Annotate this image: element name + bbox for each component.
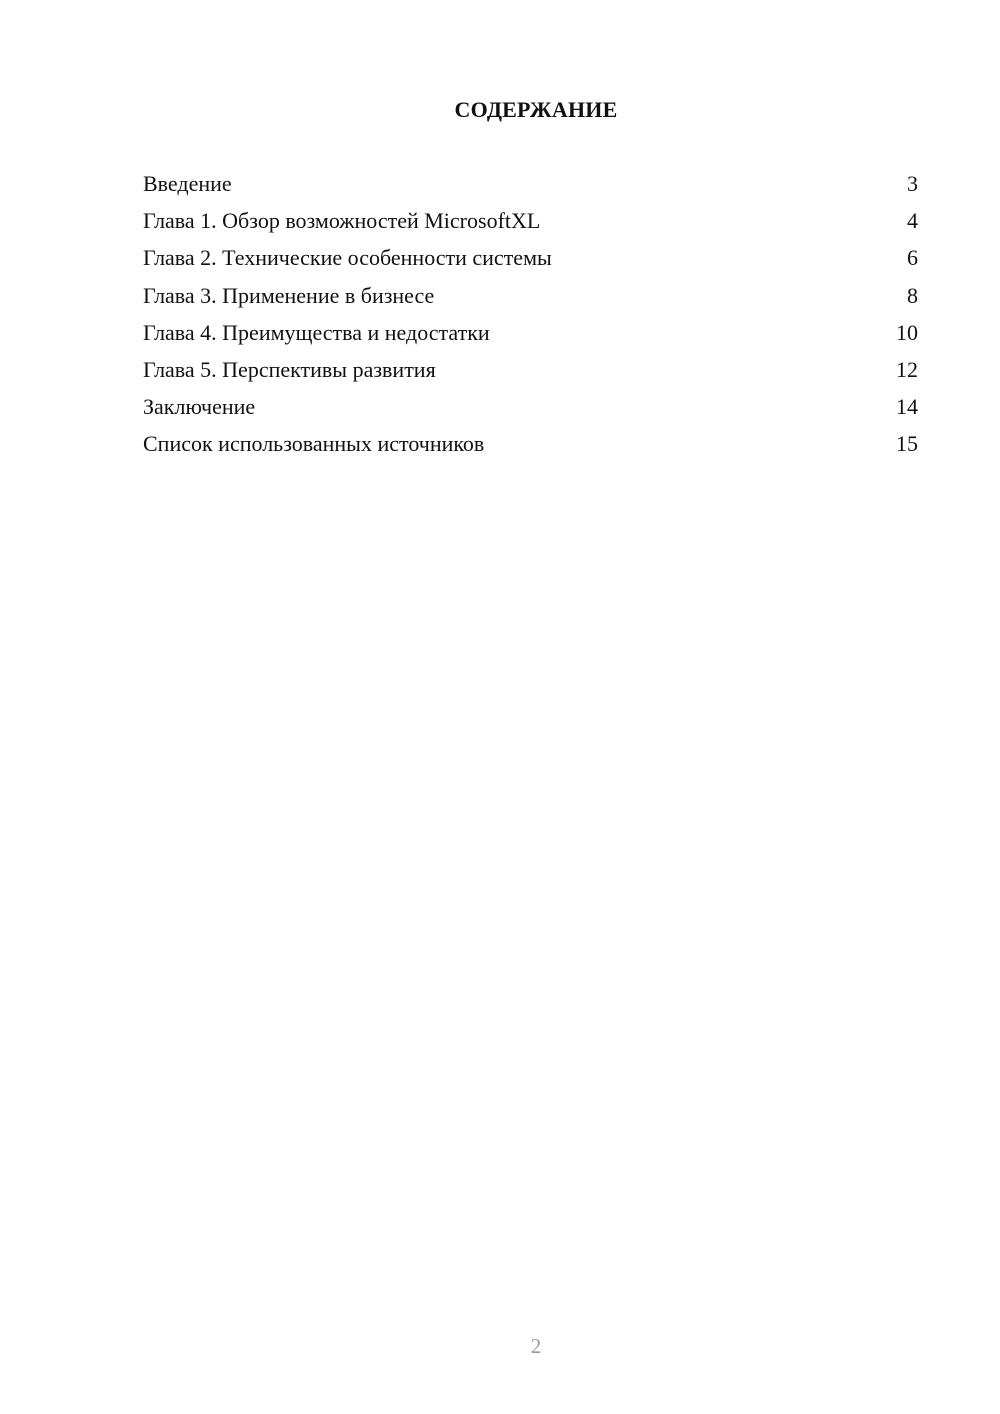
toc-entry-chapter-5 — [143, 355, 918, 392]
toc-entry-page: 14 — [896, 394, 918, 420]
toc-entry-chapter-3 — [143, 281, 918, 318]
toc-entry-page: 4 — [907, 208, 918, 234]
toc-entry-label: Глава 2. Технические особенности системы — [143, 245, 552, 271]
toc-entry-label: Введение — [143, 171, 232, 196]
toc-title: СОДЕРЖАНИЕ — [454, 97, 618, 122]
toc-entry-page: 8 — [907, 282, 918, 308]
toc-entry-chapter-2 — [143, 243, 918, 280]
toc-entry-chapter-4 — [143, 318, 918, 355]
toc-entry-label: Глава 5. Перспективы развития — [143, 356, 436, 382]
toc-entry-page: 6 — [907, 245, 918, 271]
toc-entry-introduction — [143, 169, 918, 206]
toc-entry-label: Глава 4. Преимущества и недостатки — [143, 319, 490, 345]
toc-entry-label: Глава 1. Обзор возможностей MicrosoftXL — [143, 208, 541, 234]
toc-entry-page: 12 — [896, 356, 918, 382]
toc-entry-label: Список использованных источников — [143, 431, 485, 457]
toc-entry-page: 15 — [896, 431, 918, 457]
toc-entry-label: Глава 3. Применение в бизнесе — [143, 282, 435, 308]
toc-entry-references — [143, 429, 918, 466]
toc-entry-page: 3 — [907, 171, 918, 196]
page-number: 2 — [530, 1334, 542, 1358]
table-of-contents — [143, 169, 918, 467]
toc-entry-chapter-1 — [143, 206, 918, 243]
toc-entry-page: 10 — [896, 319, 918, 345]
toc-entry-conclusion — [143, 392, 918, 429]
toc-entry-label: Заключение — [143, 394, 256, 420]
